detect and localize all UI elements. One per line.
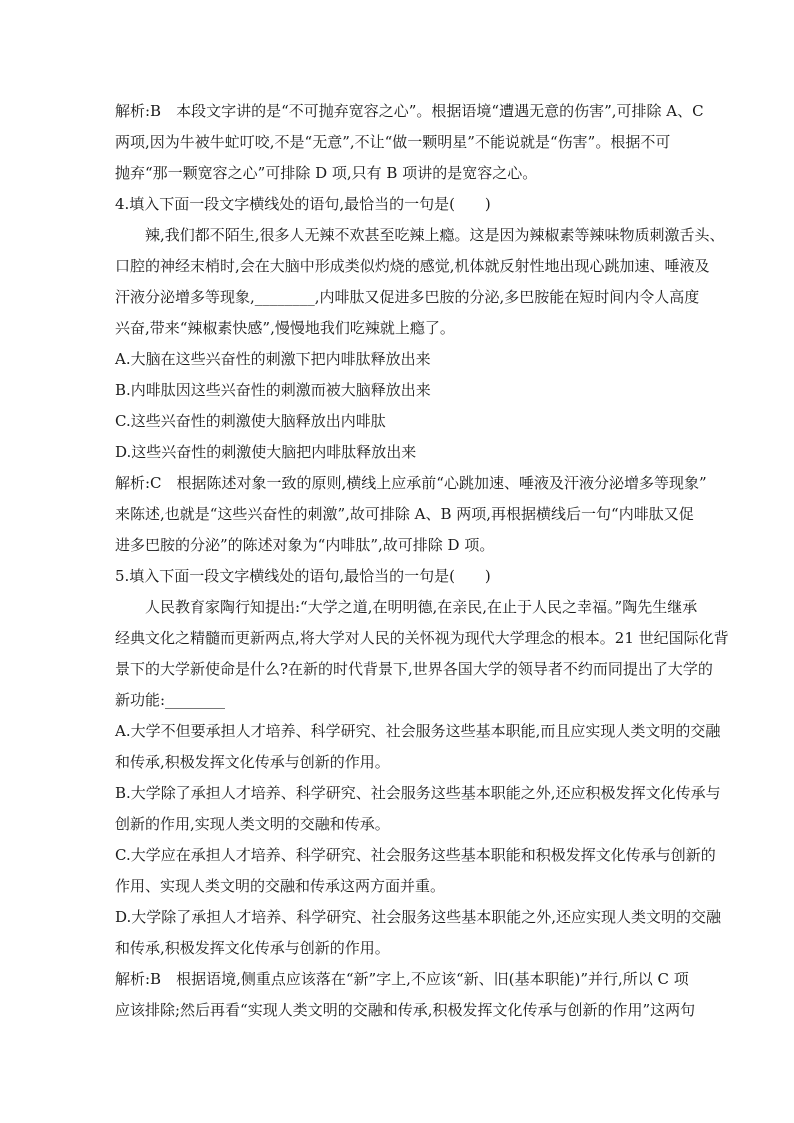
analysis-line: 抛弃“那一颗宽容之心”可排除 D 项,只有 B 项讲的是宽容之心。 xyxy=(115,164,538,182)
analysis-line: 解析:B 本段文字讲的是“不可抛弃宽容之心”。根据语境“遭遇无意的伤害”,可排除 A、C xyxy=(115,102,704,120)
passage-line: 人民教育家陶行知提出:“大学之道,在明明德,在亲民,在止于人民之幸福。”陶先生继承 xyxy=(145,598,698,616)
passage-line: 兴奋,带来“辣椒素快感”,慢慢地我们吃辣就上瘾了。 xyxy=(115,319,455,337)
option-c-cont: 作用、实现人类文明的交融和传承这两方面并重。 xyxy=(115,877,446,895)
passage-line: 经典文化之精髓而更新两点,将大学对人民的关怀视为现代大学理念的根本。21 世纪国际化背 xyxy=(115,629,729,647)
question-stem: 4.填入下面一段文字横线处的语句,最恰当的一句是( ) xyxy=(115,195,491,213)
analysis-q3 xyxy=(115,96,704,189)
analysis-line: 来陈述,也就是“这些兴奋性的刺激”,故可排除 A、B 两项,再根据横线后一句“内啡肽又促 xyxy=(115,505,694,523)
option-b: B.大学除了承担人才培养、科学研究、社会服务这些基本职能之外,还应积极发挥文化传承与 xyxy=(115,784,721,802)
option-b: B.内啡肽因这些兴奋性的刺激而被大脑释放出来 xyxy=(115,381,431,399)
passage-line: 汗液分泌增多等现象,________,内啡肽又促进多巴胺的分泌,多巴胺能在短时间内令人高度 xyxy=(115,288,700,306)
option-a: A.大脑在这些兴奋性的刺激下把内啡肽释放出来 xyxy=(115,350,431,368)
option-a-cont: 和传承,积极发挥文化传承与创新的作用。 xyxy=(115,753,390,771)
option-d: D.大学除了承担人才培养、科学研究、社会服务这些基本职能之外,还应实现人类文明的交融 xyxy=(115,908,722,926)
option-d-cont: 和传承,积极发挥文化传承与创新的作用。 xyxy=(115,939,390,957)
passage-line: 口腔的神经末梢时,会在大脑中形成类似灼烧的感觉,机体就反射性地出现心跳加速、唾液及 xyxy=(115,257,710,275)
analysis-line: 解析:B 根据语境,侧重点应该落在“新”字上,不应该“新、旧(基本职能)”并行,所以 C 项 xyxy=(115,970,689,988)
analysis-line: 解析:C 根据陈述对象一致的原则,横线上应承前“心跳加速、唾液及汗液分泌增多等现象” xyxy=(115,474,707,492)
question-4 xyxy=(115,189,725,561)
passage-line: 景下的大学新使命是什么?在新的时代背景下,世界各国大学的领导者不约而同提出了大学的 xyxy=(115,660,713,678)
question-stem: 5.填入下面一段文字横线处的语句,最恰当的一句是( ) xyxy=(115,567,491,585)
passage-line: 新功能:________ xyxy=(115,691,226,709)
option-a: A.大学不但要承担人才培养、科学研究、社会服务这些基本职能,而且应实现人类文明的交融 xyxy=(115,722,721,740)
document-page xyxy=(115,96,729,1026)
option-c: C.大学应在承担人才培养、科学研究、社会服务这些基本职能和积极发挥文化传承与创新的 xyxy=(115,846,716,864)
analysis-line: 应该排除;然后再看“实现人类文明的交融和传承,积极发挥文化传承与创新的作用”这两句 xyxy=(115,1001,696,1019)
analysis-line: 两项,因为牛被牛虻叮咬,不是“无意”,不让“做一颗明星”不能说就是“伤害”。根据不可 xyxy=(115,133,671,151)
analysis-line: 进多巴胺的分泌”的陈述对象为“内啡肽”,故可排除 D 项。 xyxy=(115,536,495,554)
question-5 xyxy=(115,561,729,1026)
option-b-cont: 创新的作用,实现人类文明的交融和传承。 xyxy=(115,815,390,833)
passage-line: 辣,我们都不陌生,很多人无辣不欢甚至吃辣上瘾。这是因为辣椒素等辣味物质刺激舌头、 xyxy=(145,226,725,244)
option-c: C.这些兴奋性的刺激使大脑释放出内啡肽 xyxy=(115,412,386,430)
option-d: D.这些兴奋性的刺激使大脑把内啡肽释放出来 xyxy=(115,443,417,461)
